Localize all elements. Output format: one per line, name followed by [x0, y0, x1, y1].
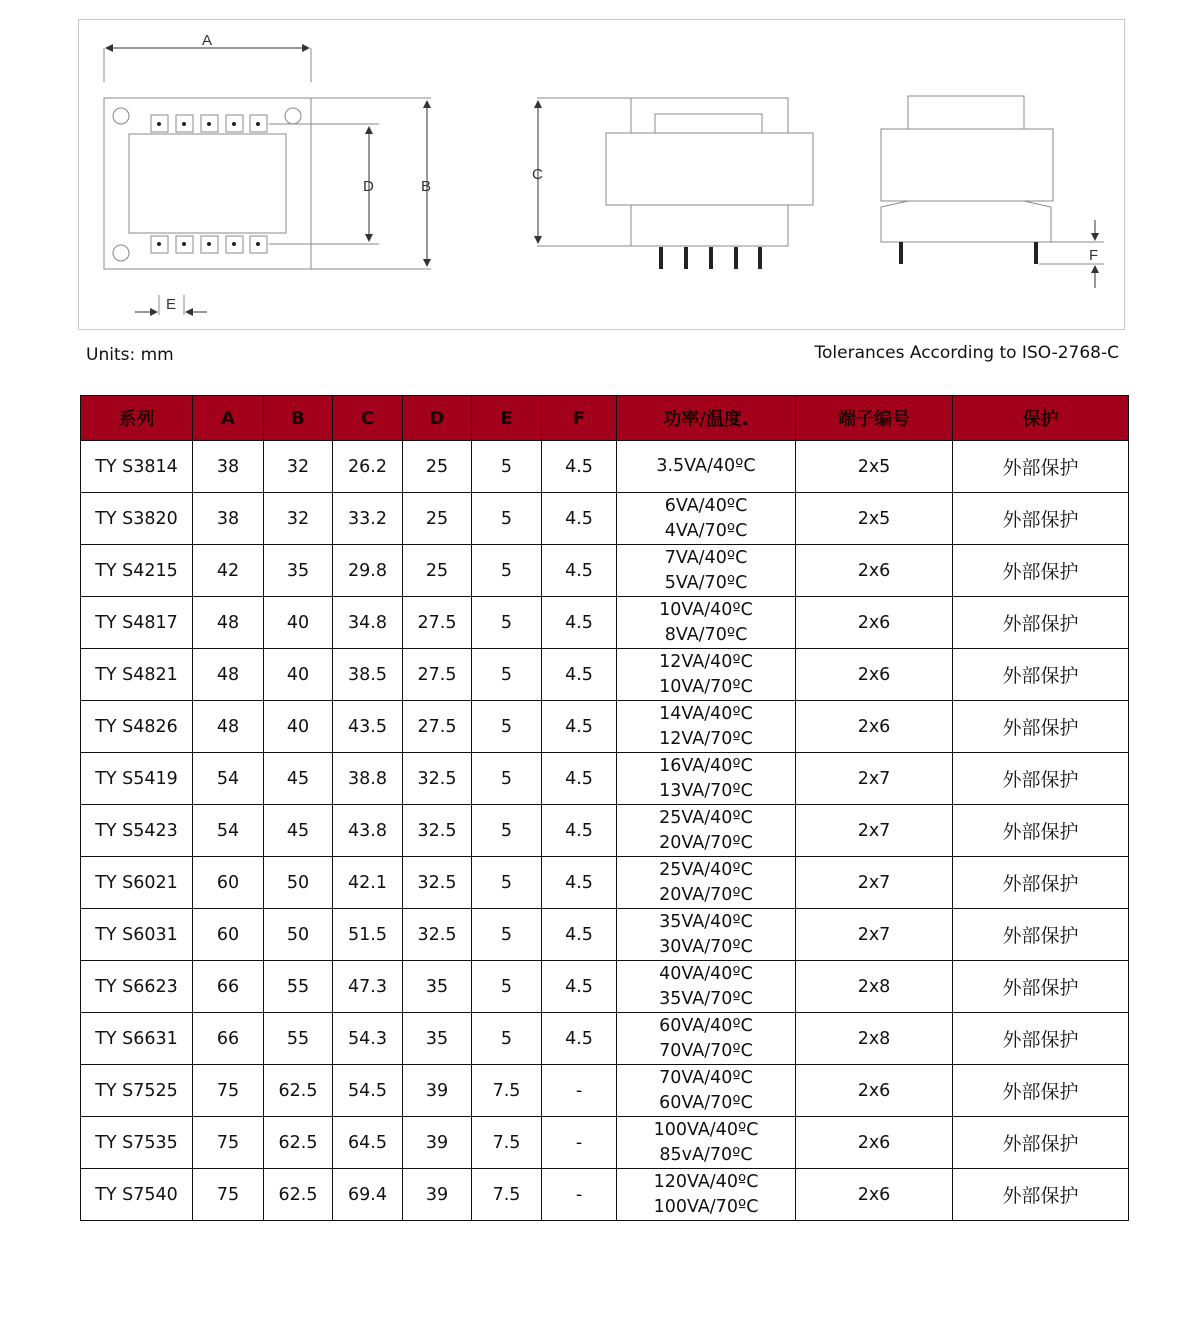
cell-pins: 2x7 — [796, 805, 953, 857]
cell-power — [617, 909, 796, 961]
side-view — [881, 96, 1104, 288]
cell-protection: 外部保护 — [953, 545, 1129, 597]
cell-pins: 2x6 — [796, 1065, 953, 1117]
cell-power — [617, 961, 796, 1013]
cell-e: 7.5 — [472, 1169, 542, 1221]
cell-c: 54.5 — [333, 1065, 403, 1117]
front-view — [537, 98, 813, 246]
power-rating-line: 14VA/40ºC — [659, 703, 753, 724]
header-protection: 保护 — [953, 396, 1129, 441]
cell-a: 48 — [193, 649, 264, 701]
cell-protection: 外部保护 — [953, 493, 1129, 545]
power-rating-line: 25VA/40ºC — [659, 859, 753, 880]
cell-pins: 2x6 — [796, 649, 953, 701]
cell-c: 54.3 — [333, 1013, 403, 1065]
units-note: Units: mm — [86, 345, 174, 365]
power-rating-line: 4VA/70ºC — [664, 520, 748, 541]
cell-a: 75 — [193, 1117, 264, 1169]
cell-protection: 外部保护 — [953, 597, 1129, 649]
header-c: C — [333, 396, 403, 441]
power-rating-line: 10VA/70ºC — [659, 676, 753, 697]
cell-b: 55 — [264, 961, 333, 1013]
cell-d: 39 — [403, 1117, 472, 1169]
cell-f: - — [542, 1117, 617, 1169]
cell-b: 45 — [264, 805, 333, 857]
power-rating-line: 85vA/70ºC — [659, 1144, 753, 1165]
cell-protection: 外部保护 — [953, 649, 1129, 701]
cell-a: 38 — [193, 441, 264, 493]
cell-power — [617, 597, 796, 649]
cell-d: 39 — [403, 1169, 472, 1221]
cell-b: 35 — [264, 545, 333, 597]
cell-c: 38.8 — [333, 753, 403, 805]
table-row — [81, 701, 1129, 753]
drawing-svg — [79, 20, 1126, 331]
header-pins: 端子编号 — [796, 396, 953, 441]
cell-power — [617, 701, 796, 753]
power-rating-line: 8VA/70ºC — [664, 624, 748, 645]
cell-protection: 外部保护 — [953, 1169, 1129, 1221]
power-rating-line: 7VA/40ºC — [664, 547, 748, 568]
cell-pins: 2x6 — [796, 701, 953, 753]
cell-model: TY S6021 — [81, 857, 193, 909]
dimension-drawing — [78, 19, 1125, 330]
cell-e: 7.5 — [472, 1117, 542, 1169]
cell-d: 27.5 — [403, 701, 472, 753]
cell-a: 66 — [193, 1013, 264, 1065]
cell-b: 50 — [264, 857, 333, 909]
cell-model: TY S7535 — [81, 1117, 193, 1169]
cell-d: 32.5 — [403, 805, 472, 857]
cell-e: 5 — [472, 1013, 542, 1065]
table-header-row — [81, 396, 1129, 441]
front-pins — [659, 247, 762, 269]
power-rating-line: 20VA/70ºC — [659, 884, 753, 905]
power-rating-line: 60VA/70ºC — [659, 1092, 753, 1113]
power-rating-line: 100VA/40ºC — [653, 1119, 759, 1140]
dim-label-f: F — [1089, 247, 1099, 264]
table-row — [81, 441, 1129, 493]
cell-b: 50 — [264, 909, 333, 961]
cell-c: 69.4 — [333, 1169, 403, 1221]
cell-model: TY S3814 — [81, 441, 193, 493]
power-rating-line: 70VA/40ºC — [659, 1067, 753, 1088]
cell-protection: 外部保护 — [953, 1065, 1129, 1117]
power-rating-line: 13VA/70ºC — [659, 780, 753, 801]
cell-a: 60 — [193, 909, 264, 961]
cell-pins: 2x8 — [796, 1013, 953, 1065]
cell-d: 32.5 — [403, 753, 472, 805]
table-row — [81, 1117, 1129, 1169]
cell-b: 62.5 — [264, 1065, 333, 1117]
cell-c: 29.8 — [333, 545, 403, 597]
dim-label-b: B — [421, 178, 432, 195]
cell-protection: 外部保护 — [953, 1013, 1129, 1065]
cell-e: 5 — [472, 909, 542, 961]
power-rating-line: 30VA/70ºC — [659, 936, 753, 957]
power-rating-line: 16VA/40ºC — [659, 755, 753, 776]
cell-power — [617, 1065, 796, 1117]
header-series: 系列 — [81, 396, 193, 441]
cell-b: 32 — [264, 493, 333, 545]
cell-pins: 2x7 — [796, 909, 953, 961]
cell-e: 5 — [472, 805, 542, 857]
cell-model: TY S5419 — [81, 753, 193, 805]
table-row — [81, 909, 1129, 961]
cell-model: TY S4826 — [81, 701, 193, 753]
cell-model: TY S6031 — [81, 909, 193, 961]
cell-model: TY S6631 — [81, 1013, 193, 1065]
cell-d: 25 — [403, 493, 472, 545]
cell-f: 4.5 — [542, 753, 617, 805]
cell-c: 64.5 — [333, 1117, 403, 1169]
power-rating-line: 120VA/40ºC — [653, 1171, 759, 1192]
header-b: B — [264, 396, 333, 441]
cell-c: 38.5 — [333, 649, 403, 701]
pin-dots — [157, 122, 260, 246]
cell-protection: 外部保护 — [953, 1117, 1129, 1169]
cell-c: 43.8 — [333, 805, 403, 857]
cell-pins: 2x6 — [796, 597, 953, 649]
power-rating-line: 10VA/40ºC — [659, 599, 753, 620]
cell-c: 51.5 — [333, 909, 403, 961]
spec-table — [80, 395, 1129, 1221]
table-row — [81, 597, 1129, 649]
dim-label-d: D — [363, 178, 374, 195]
cell-pins: 2x7 — [796, 753, 953, 805]
cell-e: 7.5 — [472, 1065, 542, 1117]
cell-b: 32 — [264, 441, 333, 493]
header-d: D — [403, 396, 472, 441]
cell-protection: 外部保护 — [953, 441, 1129, 493]
cell-e: 5 — [472, 493, 542, 545]
dim-label-e: E — [166, 296, 177, 313]
cell-b: 62.5 — [264, 1117, 333, 1169]
table-row — [81, 649, 1129, 701]
cell-d: 27.5 — [403, 649, 472, 701]
table-body — [81, 441, 1129, 1221]
cell-a: 38 — [193, 493, 264, 545]
cell-pins: 2x5 — [796, 441, 953, 493]
table-row — [81, 753, 1129, 805]
cell-f: 4.5 — [542, 909, 617, 961]
cell-a: 48 — [193, 701, 264, 753]
cell-model: TY S7525 — [81, 1065, 193, 1117]
cell-f: - — [542, 1065, 617, 1117]
power-rating-line: 40VA/40ºC — [659, 963, 753, 984]
cell-pins: 2x7 — [796, 857, 953, 909]
cell-pins: 2x6 — [796, 1117, 953, 1169]
cell-f: 4.5 — [542, 597, 617, 649]
cell-f: 4.5 — [542, 701, 617, 753]
cell-power — [617, 1117, 796, 1169]
power-rating-line: 6VA/40ºC — [664, 495, 748, 516]
dim-label-a: A — [202, 32, 213, 49]
cell-power — [617, 753, 796, 805]
cell-d: 35 — [403, 961, 472, 1013]
power-rating-line: 25VA/40ºC — [659, 807, 753, 828]
cell-power — [617, 857, 796, 909]
power-rating-line: 70VA/70ºC — [659, 1040, 753, 1061]
cell-b: 55 — [264, 1013, 333, 1065]
cell-d: 27.5 — [403, 597, 472, 649]
power-rating-line: 20VA/70ºC — [659, 832, 753, 853]
header-a: A — [193, 396, 264, 441]
header-power: 功率/温度. — [617, 396, 796, 441]
cell-e: 5 — [472, 701, 542, 753]
cell-model: TY S4817 — [81, 597, 193, 649]
cell-model: TY S3820 — [81, 493, 193, 545]
cell-f: 4.5 — [542, 493, 617, 545]
power-rating-line: 60VA/40ºC — [659, 1015, 753, 1036]
cell-d: 25 — [403, 441, 472, 493]
cell-a: 75 — [193, 1065, 264, 1117]
cell-d: 32.5 — [403, 909, 472, 961]
cell-d: 32.5 — [403, 857, 472, 909]
cell-f: 4.5 — [542, 961, 617, 1013]
cell-protection: 外部保护 — [953, 909, 1129, 961]
cell-b: 40 — [264, 701, 333, 753]
cell-pins: 2x6 — [796, 545, 953, 597]
cell-e: 5 — [472, 857, 542, 909]
power-rating-line: 12VA/70ºC — [659, 728, 753, 749]
cell-e: 5 — [472, 597, 542, 649]
cell-power — [617, 493, 796, 545]
cell-protection: 外部保护 — [953, 805, 1129, 857]
cell-b: 40 — [264, 597, 333, 649]
cell-model: TY S5423 — [81, 805, 193, 857]
power-rating-line: 5VA/70ºC — [664, 572, 748, 593]
cell-pins: 2x5 — [796, 493, 953, 545]
cell-b: 62.5 — [264, 1169, 333, 1221]
cell-c: 47.3 — [333, 961, 403, 1013]
power-rating-line: 3.5VA/40ºC — [656, 456, 756, 476]
cell-e: 5 — [472, 961, 542, 1013]
cell-a: 75 — [193, 1169, 264, 1221]
table-row — [81, 961, 1129, 1013]
dim-label-c: C — [532, 166, 543, 183]
cell-a: 60 — [193, 857, 264, 909]
cell-b: 45 — [264, 753, 333, 805]
cell-power — [617, 545, 796, 597]
cell-protection: 外部保护 — [953, 857, 1129, 909]
cell-c: 33.2 — [333, 493, 403, 545]
cell-d: 35 — [403, 1013, 472, 1065]
cell-model: TY S4215 — [81, 545, 193, 597]
cell-d: 25 — [403, 545, 472, 597]
table-row — [81, 545, 1129, 597]
cell-b: 40 — [264, 649, 333, 701]
cell-a: 54 — [193, 753, 264, 805]
cell-e: 5 — [472, 649, 542, 701]
cell-a: 66 — [193, 961, 264, 1013]
header-e: E — [472, 396, 542, 441]
cell-f: 4.5 — [542, 857, 617, 909]
cell-c: 42.1 — [333, 857, 403, 909]
cell-f: 4.5 — [542, 1013, 617, 1065]
cell-a: 48 — [193, 597, 264, 649]
top-view — [104, 48, 431, 315]
power-rating-line: 35VA/70ºC — [659, 988, 753, 1009]
cell-c: 26.2 — [333, 441, 403, 493]
cell-f: 4.5 — [542, 441, 617, 493]
cell-f: 4.5 — [542, 649, 617, 701]
cell-model: TY S6623 — [81, 961, 193, 1013]
cell-d: 39 — [403, 1065, 472, 1117]
cell-model: TY S4821 — [81, 649, 193, 701]
cell-power — [617, 649, 796, 701]
header-f: F — [542, 396, 617, 441]
cell-f: 4.5 — [542, 805, 617, 857]
power-rating-line: 100VA/70ºC — [653, 1196, 759, 1217]
cell-e: 5 — [472, 753, 542, 805]
cell-power — [617, 1169, 796, 1221]
cell-pins: 2x6 — [796, 1169, 953, 1221]
side-pins — [899, 242, 1038, 264]
cell-model: TY S7540 — [81, 1169, 193, 1221]
cell-c: 43.5 — [333, 701, 403, 753]
cell-a: 54 — [193, 805, 264, 857]
table-row — [81, 1065, 1129, 1117]
cell-power — [617, 441, 796, 493]
cell-pins: 2x8 — [796, 961, 953, 1013]
cell-f: 4.5 — [542, 545, 617, 597]
table-row — [81, 805, 1129, 857]
cell-protection: 外部保护 — [953, 701, 1129, 753]
table-row — [81, 493, 1129, 545]
cell-f: - — [542, 1169, 617, 1221]
tolerance-note: Tolerances According to ISO-2768-C — [814, 343, 1119, 363]
cell-a: 42 — [193, 545, 264, 597]
power-rating-line: 35VA/40ºC — [659, 911, 753, 932]
table-row — [81, 857, 1129, 909]
cell-protection: 外部保护 — [953, 753, 1129, 805]
cell-e: 5 — [472, 545, 542, 597]
cell-c: 34.8 — [333, 597, 403, 649]
cell-power — [617, 805, 796, 857]
cell-e: 5 — [472, 441, 542, 493]
power-rating-line: 12VA/40ºC — [659, 651, 753, 672]
cell-power — [617, 1013, 796, 1065]
table-row — [81, 1013, 1129, 1065]
table-row — [81, 1169, 1129, 1221]
cell-protection: 外部保护 — [953, 961, 1129, 1013]
